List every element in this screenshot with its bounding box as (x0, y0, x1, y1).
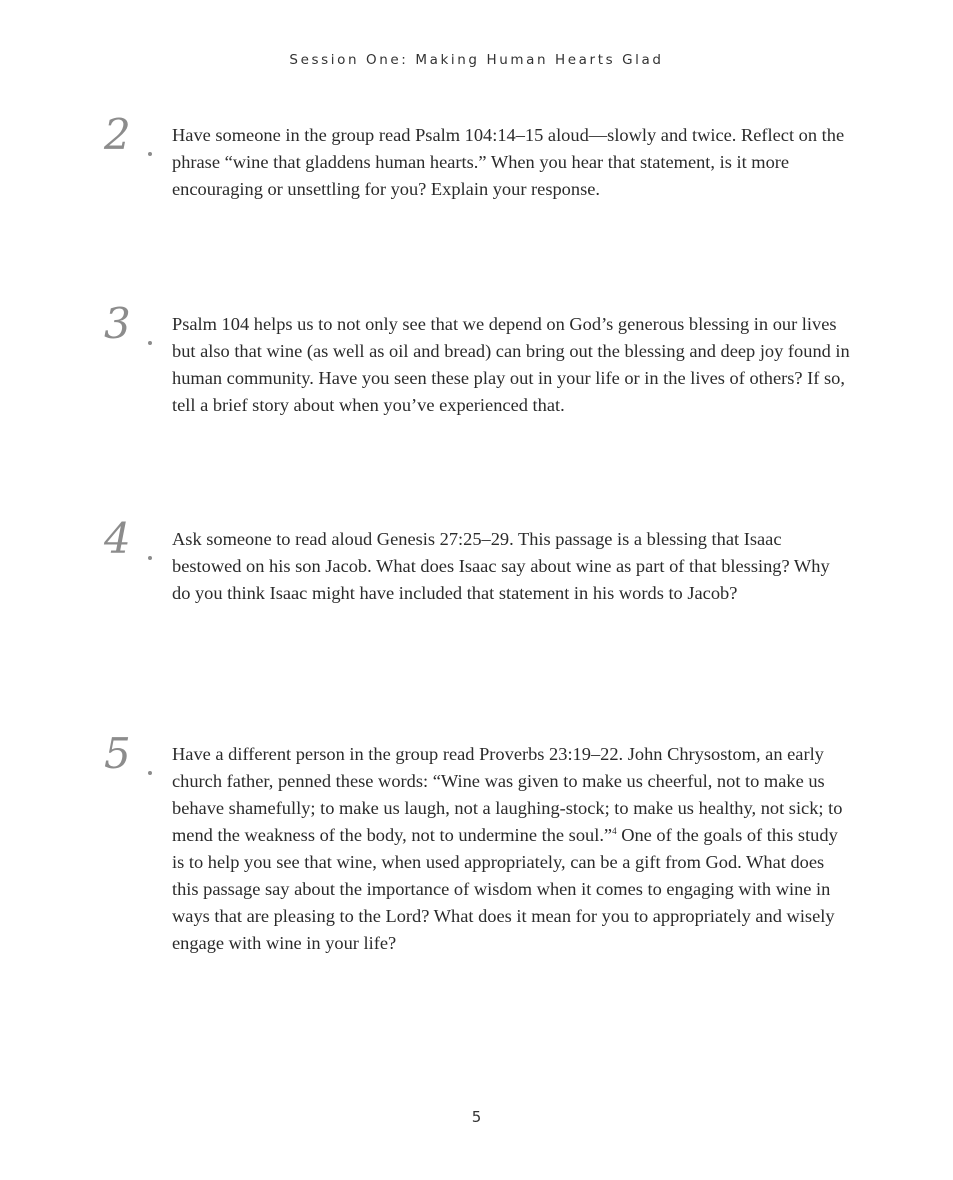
question-number-dot (148, 771, 152, 775)
question-text-continuation: One of the goals of this study is to help you see that wine, when used appropriately, can be a gift from God. What does this passage say about the importance of wisdom when it comes to engaging with wine in ways that are pleasing to the Lord? What does it mean for you to appropriately and wisely engage with wine in your life? (172, 825, 838, 953)
question-number-dot (148, 341, 152, 345)
running-header: Session One: Making Human Hearts Glad (289, 52, 664, 68)
question-text-quote: Have a different person in the group read Proverbs 23:19–22. John Chrysostom, an early church father, penned these words: “Wine was given to make us cheerful, not to make us behave shamefully; to make us laugh, not a laughing-stock; to make us healthy, not sick; to mend the weakness of the body, not to undermine the soul.” (172, 744, 843, 845)
question-number: 2 (104, 110, 131, 159)
question-text (172, 741, 852, 957)
question-number: 3 (104, 299, 131, 348)
question-number: 4 (104, 514, 131, 563)
question-number: 5 (104, 729, 131, 778)
footnote-marker: 4 (612, 825, 617, 836)
question-text: Psalm 104 helps us to not only see that we depend on God’s generous blessing in our lives but also that wine (as well as oil and bread) can bring out the blessing and deep joy found in human community. Have you seen these play out in your life or in the lives of others? If so, tell a brief story about when you’ve experienced that. (172, 314, 850, 415)
question-text: Have someone in the group read Psalm 104:14–15 aloud—slowly and twice. Reflect on the phrase “wine that gladdens human hearts.” When you hear that statement, is it more encouraging or unsettling for you? Explain your response. (172, 125, 845, 199)
question-number-dot (148, 556, 152, 560)
question-text: Ask someone to read aloud Genesis 27:25–29. This passage is a blessing that Isaac bestowed on his son Jacob. What does Isaac say about wine as part of that blessing? Why do you think Isaac might have included that statement in his words to Jacob? (172, 529, 830, 603)
page-number: 5 (471, 1108, 482, 1126)
question-number-dot (148, 152, 152, 156)
